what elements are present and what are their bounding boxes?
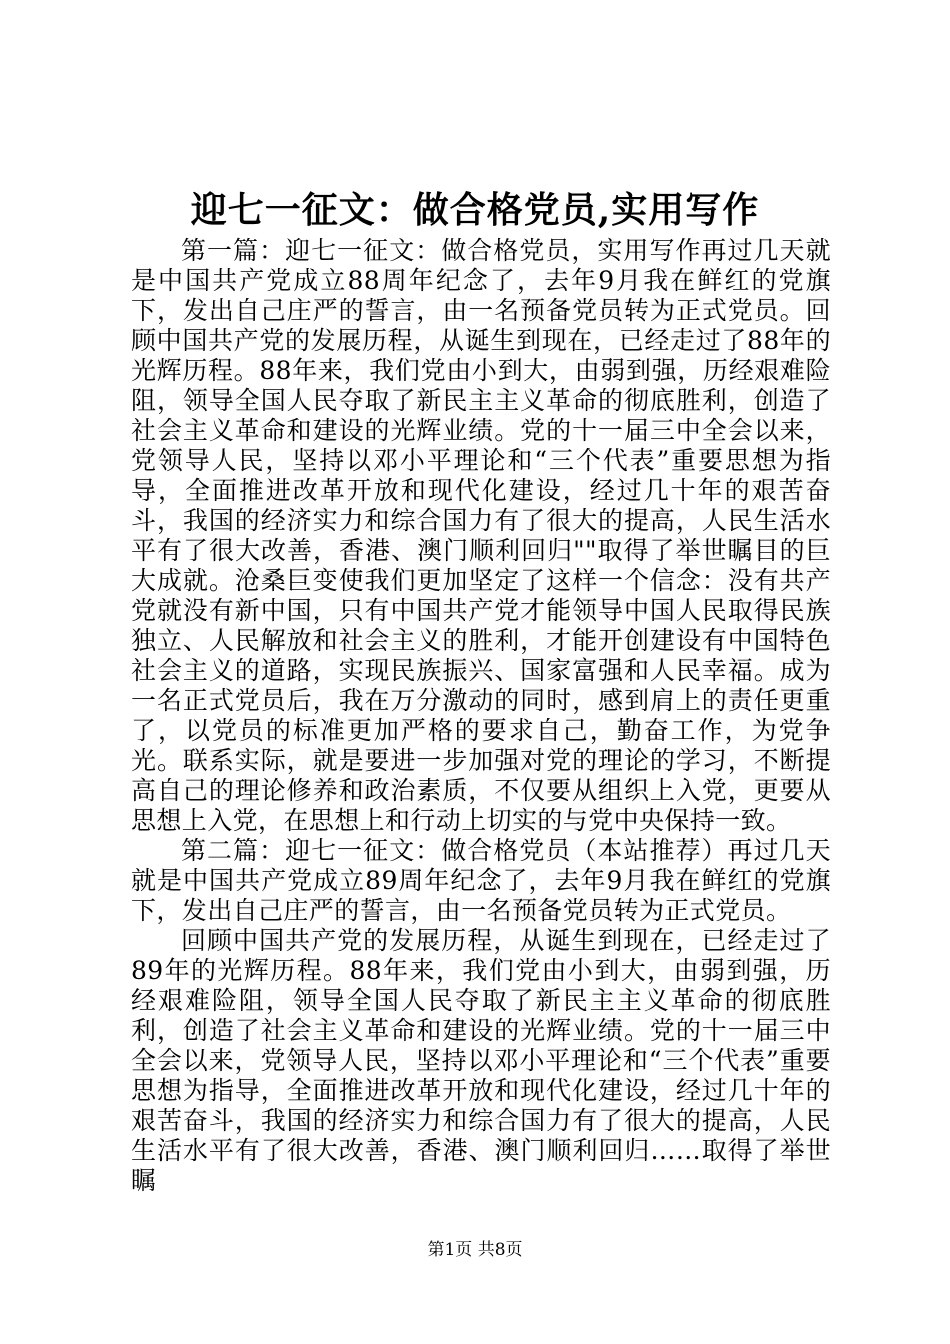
paragraph-3: 回顾中国共产党的发展历程，从诞生到现在，已经走过了89年的光辉历程。88年来，我们党由小到大，由弱到强，历经艰难险阻，领导全国人民夺取了新民主主义革命的彻底胜利，创造了社会主义革命和建设的光辉业绩。党的十一届三中全会以来，党领导人民，坚持以邓小平理论和“三个代表”重要思想为指导，全面推进改革开放和现代化建设，经过几十年的艰苦奋斗，我国的经济实力和综合国力有了很大的提高，人民生活水平有了很大改善，香港、澳门顺利回归……取得了举世瞩 — [131, 926, 831, 1195]
paragraph-2: 第二篇：迎七一征文：做合格党员（本站推荐）再过几天就是中国共产党成立89周年纪念了，去年9月我在鲜红的党旗下，发出自己庄严的誓言，由一名预备党员转为正式党员。 — [131, 836, 831, 925]
document-title: 迎七一征文：做合格党员,实用写作 — [190, 189, 760, 231]
paragraph-1: 第一篇：迎七一征文：做合格党员，实用写作再过几天就是中国共产党成立88周年纪念了，去年9月我在鲜红的党旗下，发出自己庄严的誓言，由一名预备党员转为正式党员。回顾中国共产党的发展历程，从诞生到现在，已经走过了88年的光辉历程。88年来，我们党由小到大，由弱到强，历经艰难险阻，领导全国人民夺取了新民主主义革命的彻底胜利，创造了社会主义革命和建设的光辉业绩。党的十一届三中全会以来，党领导人民，坚持以邓小平理论和“三个代表”重要思想为指导，全面推进改革开放和现代化建设，经过几十年的艰苦奋斗，我国的经济实力和综合国力有了很大的提高，人民生活水平有了很大改善，香港、澳门顺利回归""取得了举世瞩目的巨大成就。沧桑巨变使我们更加坚定了这样一个信念：没有共产党就没有新中国，只有中国共产党才能领导中国人民取得民族独立、人民解放和社会主义的胜利，才能开创建设有中国特色社会主义的道路，实现民族振兴、国家富强和人民幸福。成为一名正式党员后，我在万分激动的同时，感到肩上的责任更重了，以党员的标准更加严格的要求自己，勤奋工作，为党争光。联系实际，就是要进一步加强对党的理论的学习，不断提高自己的理论修养和政治素质，不仅要从组织上入党，更要从思想上入党，在思想上和行动上切实的与党中央保持一致。 — [131, 236, 831, 835]
document-body — [131, 236, 831, 1196]
page-footer: 第1页 共8页 — [427, 1240, 523, 1260]
